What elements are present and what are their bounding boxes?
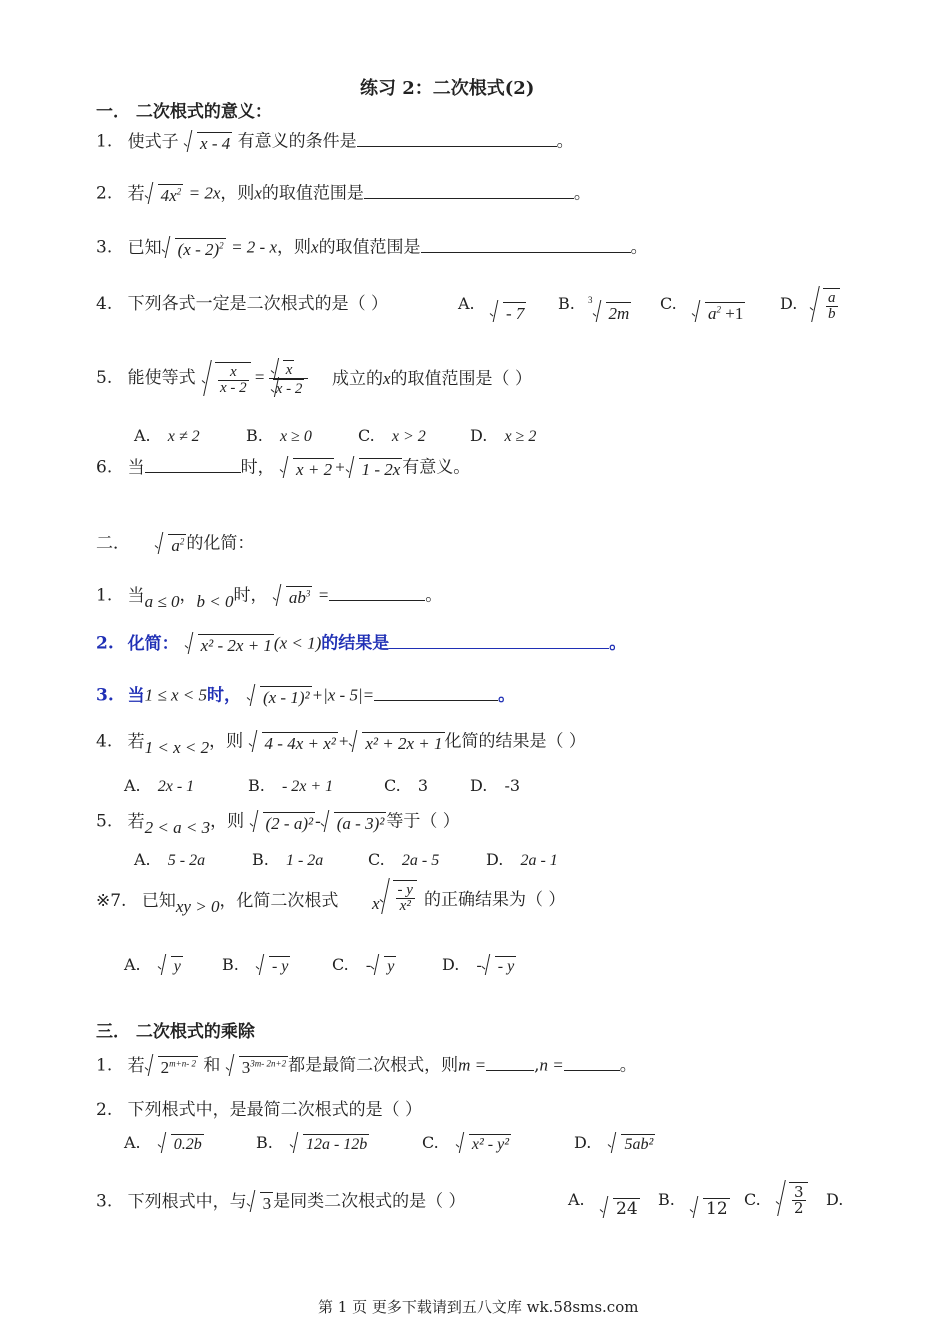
answer-blank[interactable] [421, 252, 631, 253]
variable: x [383, 369, 391, 388]
section-heading-3: 三． 二次根式的乘除 [96, 1022, 255, 1042]
question-1-5 [96, 370, 196, 387]
answer-blank[interactable] [145, 472, 241, 473]
option-a-value: 24 [600, 1198, 640, 1218]
answer-blank-n[interactable] [564, 1070, 620, 1071]
question-number: ※7. [96, 891, 127, 911]
answer-blank[interactable] [329, 600, 425, 601]
question-text: ，则 [210, 811, 245, 832]
equation-expression: $\frac{x}{x - 2}$ = $\frac{x}{x - 2}$ [202, 360, 308, 397]
punct: 。 [556, 131, 574, 152]
question-text: 时， [207, 685, 242, 706]
sqrt-expression: x + 2 [280, 458, 334, 478]
option-d[interactable]: D. [780, 294, 798, 313]
question-2-5: 5. 若2 < a < 3，则 (2 - a)² - (a - 3)² 等于（ ） [96, 811, 460, 837]
question-2-7-tail: 的正确结果为（ ） [424, 890, 566, 910]
punct: 。 [573, 183, 591, 204]
question-text: 若 [127, 731, 145, 752]
section-heading-2: 二． $a^2$ 的化简： [96, 533, 255, 555]
option-c[interactable]: C. [744, 1190, 761, 1209]
sqrt-expression: x - 4 [184, 132, 232, 152]
question-text: 的结果是 [321, 633, 390, 654]
question-number: 1. [96, 131, 113, 152]
option-a[interactable]: A. 0.2b [124, 1133, 202, 1153]
sqrt-expression: $ab^3$ [273, 586, 313, 606]
question-2-3: 3. 当1 ≤ x < 5时， (x - 1)² +|x - 5|= 。 [96, 685, 516, 707]
question-1-6: 6. 当 时， x + 2 + 1 - 2x 有意义。 [96, 457, 471, 479]
question-1-3 [96, 238, 648, 258]
question-1-2 [96, 184, 591, 204]
equation-rhs: = 2 - x [231, 237, 278, 257]
option-c-value: $a^2 +1$ [692, 302, 745, 322]
question-text: 已知 [141, 891, 176, 911]
condition: a ≤ 0 [144, 591, 180, 611]
question-text: 有意义。 [402, 457, 471, 478]
question-text: ，则 [277, 237, 312, 258]
question-1-1 [96, 132, 574, 152]
question-number: 6. [96, 457, 113, 478]
answer-blank[interactable] [357, 146, 557, 147]
sqrt-expression: x² - 2x + 1 [185, 634, 274, 654]
option-c[interactable]: C. x > 2 [358, 426, 426, 445]
sqrt-expression: $3^{3m- 2n+2}$ [226, 1056, 288, 1076]
question-text: 若 [127, 183, 145, 204]
sqrt-expression: (a - 3)² [321, 812, 387, 832]
question-number: 1. [96, 585, 113, 606]
option-b[interactable]: B. - y [222, 955, 289, 975]
option-b[interactable]: B. [558, 294, 575, 313]
option-a[interactable]: A. [568, 1190, 585, 1209]
option-a[interactable]: A. 2x - 1 [124, 776, 195, 795]
page-footer: 第 1 页 更多下载请到五八文库 wk.58sms.com [318, 1298, 639, 1316]
option-d-value: $\frac{a}{b}$ [810, 288, 840, 322]
sqrt-expression: x² + 2x + 1 [349, 732, 444, 752]
sqrt-expression: 3 [247, 1192, 274, 1212]
option-b[interactable]: B. 1 - 2a [252, 850, 324, 869]
page-title: 练习 2：二次根式(2) [360, 78, 535, 99]
question-text: 若 [127, 811, 145, 832]
question-number: 5. [96, 368, 113, 388]
sqrt-expression: 1 - 2x [346, 458, 403, 478]
option-d[interactable]: D. 2a - 1 [486, 850, 558, 869]
option-c[interactable]: C. - y [332, 955, 395, 975]
question-number: 5. [96, 811, 113, 832]
variable: x [254, 183, 262, 203]
question-text: 使式子 [127, 131, 179, 152]
question-number: 4. [96, 294, 113, 314]
question-text: 时， [240, 457, 275, 478]
option-b[interactable]: B. x ≥ 0 [246, 426, 312, 445]
answer-blank-m[interactable] [486, 1070, 534, 1071]
question-2-1: 1. 当a ≤ 0，b < 0时， $ab^3$ = 。 [96, 585, 443, 611]
question-text: 的取值范围是 [318, 237, 421, 258]
option-b[interactable]: B. - 2x + 1 [248, 776, 334, 795]
option-a[interactable]: A. y [124, 955, 181, 975]
question-2-4: 4. 若1 < x < 2，则 4 - 4x + x² + x² + 2x + 1 化简的结果是（ ） [96, 731, 586, 757]
option-b-value: 12 [690, 1198, 730, 1218]
section-heading-1: 一． 二次根式的意义： [96, 102, 272, 122]
option-b-value: $^3$2m [588, 295, 630, 324]
question-text: 当 [127, 585, 145, 606]
question-number: 3. [96, 1191, 113, 1212]
question-text: 已知 [127, 237, 162, 258]
question-number: 2. [96, 633, 114, 654]
question-2-7: ※7. 已知xy > 0，化简二次根式 [96, 891, 339, 916]
condition: b < 0 [196, 591, 234, 611]
punct: 。 [630, 237, 648, 258]
option-c[interactable]: C. 2a - 5 [368, 850, 440, 869]
answer-blank[interactable] [364, 198, 574, 199]
question-text: 当 [127, 457, 145, 478]
question-3-2 [96, 1102, 422, 1119]
answer-blank[interactable] [374, 700, 498, 701]
question-text: 当 [127, 685, 145, 706]
option-a[interactable]: A. 5 - 2a [134, 850, 206, 869]
question-1-5-tail [332, 370, 532, 388]
question-text: 有意义的条件是 [237, 131, 357, 152]
question-3-3 [96, 1192, 466, 1212]
sqrt-expression: $4x^2$ [145, 184, 184, 204]
equation-rhs: = 2x [188, 183, 221, 203]
option-b[interactable]: B. [658, 1190, 675, 1209]
sqrt-expression: (2 - a)² [250, 812, 316, 832]
question-text: 下列根式中，与 [127, 1191, 247, 1212]
question-text: 若 [127, 1055, 145, 1076]
question-text: 时， [233, 585, 268, 606]
option-d[interactable]: D. 5ab² [574, 1133, 654, 1153]
question-text: 化简： [127, 633, 179, 654]
question-text: 能使等式 [127, 368, 196, 388]
question-1-4 [96, 296, 388, 313]
question-text: 都是最简二次根式，则 [288, 1055, 459, 1076]
option-d[interactable]: D. - - y [442, 955, 515, 975]
option-d[interactable]: D. x ≥ 2 [470, 426, 537, 445]
option-d[interactable]: D. [826, 1190, 844, 1209]
option-a[interactable]: A. [458, 294, 475, 313]
sqrt-expression: (x - 2)$^2$ [162, 238, 226, 258]
question-text: 成立的 [332, 369, 383, 389]
option-d[interactable]: D. -3 [470, 776, 521, 795]
question-text: ，化简二次根式 [219, 891, 339, 911]
question-number: 1. [96, 1055, 113, 1076]
option-a-value: - 7 [490, 302, 526, 322]
sqrt-expression: $2^{m+n- 2}$ [145, 1056, 198, 1076]
question-2-2: 2. 化简： x² - 2x + 1 (x < 1)的结果是 。 [96, 633, 627, 655]
question-text: 下列根式中，是最简二次根式的是（ ） [127, 1100, 423, 1120]
question-text: ，则 [220, 183, 255, 204]
option-c[interactable]: C. 3 [384, 776, 429, 795]
question-text: 的取值范围是（ ） [390, 369, 532, 389]
question-number: 3. [96, 685, 114, 706]
sqrt-expression: (x - 1)² [247, 686, 312, 706]
option-c-value: $\frac{3}{2}$ [776, 1182, 808, 1216]
option-b[interactable]: B. 12a - 12b [256, 1133, 368, 1153]
question-text: 的取值范围是 [261, 183, 364, 204]
question-text: 下列各式一定是二次根式的是（ ） [127, 294, 389, 314]
question-number: 4. [96, 731, 113, 752]
variable: x [311, 237, 319, 257]
question-number: 2. [96, 183, 113, 204]
question-text: 等于（ ） [386, 811, 460, 832]
question-text: 化简的结果是（ ） [444, 731, 586, 752]
radical-expression: x $\frac{- y}{\text{x²}}$ [372, 880, 417, 914]
option-c[interactable]: C. [660, 294, 677, 313]
question-number: 3. [96, 237, 113, 258]
question-3-1: 1. 若 $2^{m+n- 2}$ 和 $3^{3m- 2n+2}$ 都是最简二次根式，则m = ,n = 。 [96, 1055, 637, 1077]
option-c[interactable]: C. x² - y² [422, 1133, 509, 1153]
question-number: 2. [96, 1100, 113, 1120]
question-text: 是同类二次根式的是（ ） [273, 1191, 466, 1212]
answer-blank[interactable] [389, 648, 609, 649]
question-text: ，则 [209, 731, 244, 752]
sqrt-expression: 4 - 4x + x² [249, 732, 338, 752]
option-a[interactable]: A. x ≠ 2 [134, 426, 200, 445]
